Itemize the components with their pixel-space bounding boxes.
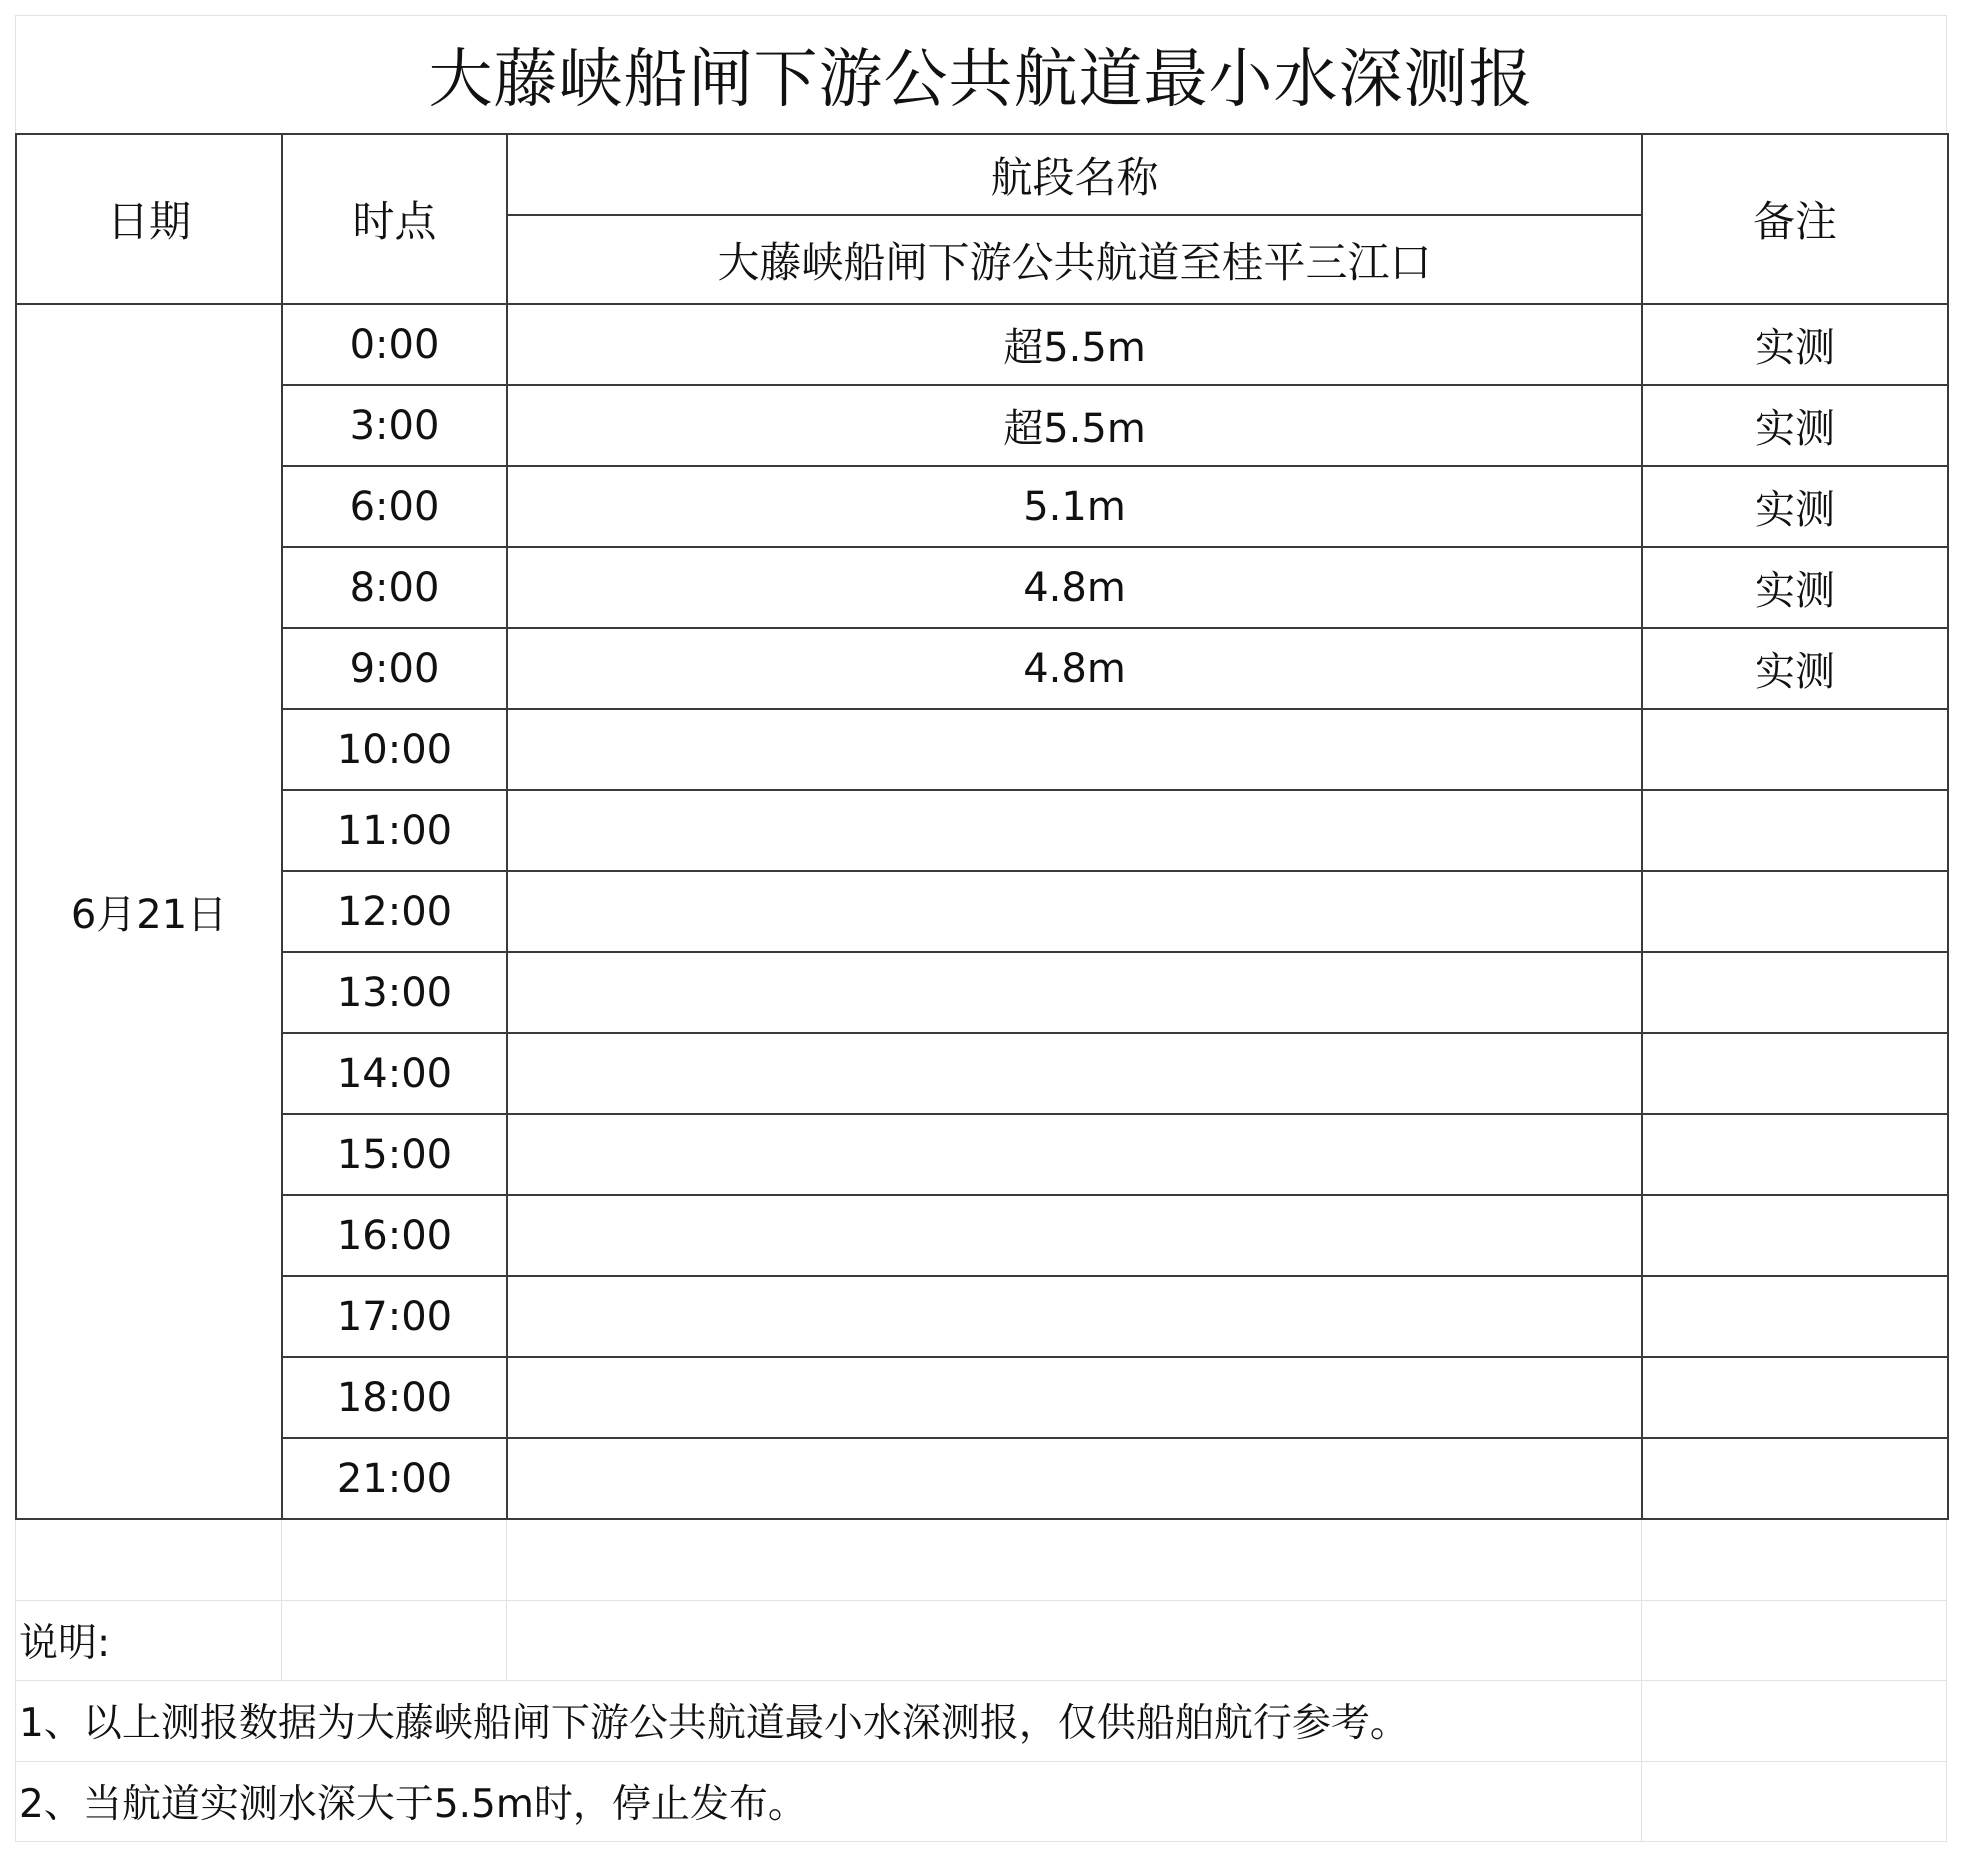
remark-cell: 实测: [1642, 628, 1948, 709]
grid-line: [15, 1841, 1947, 1842]
date-header: 日期: [16, 134, 282, 304]
depth-cell: [507, 1033, 1642, 1114]
time-cell: 10:00: [282, 709, 507, 790]
remark-cell: 实测: [1642, 385, 1948, 466]
table-row: [16, 466, 1948, 547]
time-cell: 16:00: [282, 1195, 507, 1276]
report-title: 大藤峡船闸下游公共航道最小水深测报: [428, 43, 1534, 117]
remark-cell: [1642, 790, 1948, 871]
table-row: [16, 628, 1948, 709]
table-row: [16, 790, 1948, 871]
depth-cell: [507, 709, 1642, 790]
remark-cell: 实测: [1642, 304, 1948, 385]
remark-header: 备注: [1642, 134, 1948, 304]
table-row: [16, 1357, 1948, 1438]
depth-cell: 4.8m: [507, 547, 1642, 628]
time-cell: 12:00: [282, 871, 507, 952]
depth-cell: [507, 1438, 1642, 1519]
grid-line: [15, 1600, 1947, 1601]
depth-cell: 4.8m: [507, 628, 1642, 709]
time-cell: 6:00: [282, 466, 507, 547]
time-cell: 0:00: [282, 304, 507, 385]
note-item: 1、以上测报数据为大藤峡船闸下游公共航道最小水深测报，仅供船舶航行参考。: [19, 1701, 1409, 1746]
depth-cell: [507, 1357, 1642, 1438]
remark-cell: [1642, 709, 1948, 790]
depth-cell: 5.1m: [507, 466, 1642, 547]
remark-cell: [1642, 1357, 1948, 1438]
remark-cell: [1642, 1195, 1948, 1276]
time-cell: 13:00: [282, 952, 507, 1033]
table-row: [16, 1033, 1948, 1114]
section-header: 航段名称: [507, 134, 1642, 215]
grid-line: [1946, 1520, 1947, 1842]
remark-cell: [1642, 871, 1948, 952]
table-row: [16, 1114, 1948, 1195]
table-row: [16, 547, 1948, 628]
grid-line: [1641, 1520, 1642, 1842]
time-cell: 9:00: [282, 628, 507, 709]
remark-cell: [1642, 1276, 1948, 1357]
time-cell: 8:00: [282, 547, 507, 628]
note-item: 2、当航道实测水深大于5.5m时，停止发布。: [19, 1782, 807, 1827]
depth-cell: 超5.5m: [507, 304, 1642, 385]
remark-cell: 实测: [1642, 466, 1948, 547]
time-cell: 14:00: [282, 1033, 507, 1114]
depth-cell: [507, 871, 1642, 952]
time-cell: 21:00: [282, 1438, 507, 1519]
depth-cell: [507, 790, 1642, 871]
remark-cell: [1642, 1438, 1948, 1519]
date-cell: 6月21日: [16, 304, 282, 1519]
time-cell: 15:00: [282, 1114, 507, 1195]
table-row: [16, 304, 1948, 385]
table-row: [16, 385, 1948, 466]
remark-cell: 实测: [1642, 547, 1948, 628]
remark-cell: [1642, 952, 1948, 1033]
depth-cell: [507, 1195, 1642, 1276]
time-cell: 11:00: [282, 790, 507, 871]
remark-cell: [1642, 1114, 1948, 1195]
table-row: [16, 709, 1948, 790]
depth-cell: 超5.5m: [507, 385, 1642, 466]
time-cell: 17:00: [282, 1276, 507, 1357]
notes-heading: 说明:: [19, 1621, 111, 1666]
depth-cell: [507, 1276, 1642, 1357]
depth-cell: [507, 1114, 1642, 1195]
depth-cell: [507, 952, 1642, 1033]
time-cell: 18:00: [282, 1357, 507, 1438]
table-row: [16, 1276, 1948, 1357]
table-row: [16, 1195, 1948, 1276]
table-row: [16, 1438, 1948, 1519]
depth-table: [15, 133, 1949, 1520]
time-cell: 3:00: [282, 385, 507, 466]
remark-cell: [1642, 1033, 1948, 1114]
section-name: 大藤峡船闸下游公共航道至桂平三江口: [507, 215, 1642, 304]
time-header: 时点: [282, 134, 507, 304]
table-row: [16, 952, 1948, 1033]
table-row: [16, 871, 1948, 952]
